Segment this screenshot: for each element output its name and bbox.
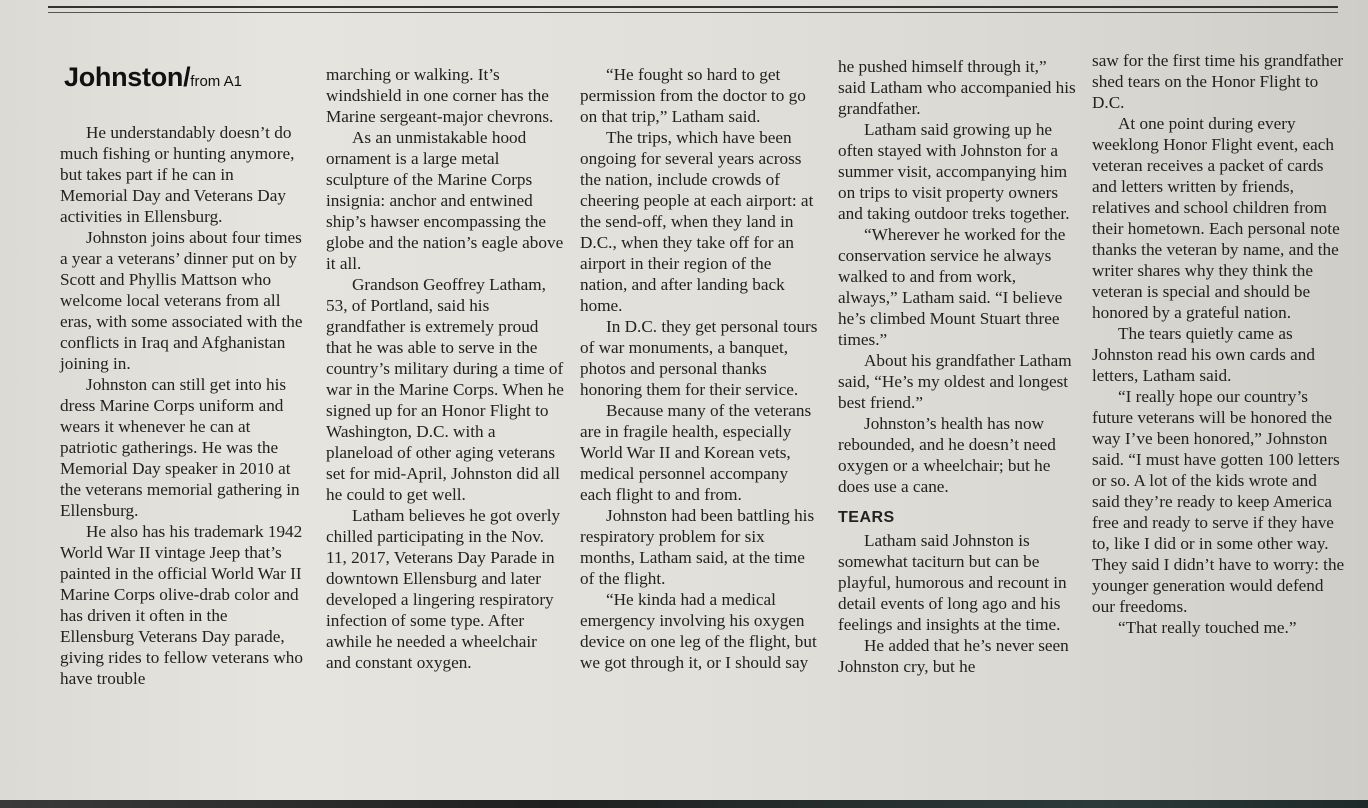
jump-headline — [64, 62, 242, 93]
paragraph: Grandson Geoffrey Latham, 53, of Portland, said his grandfather is extremely proud that he was able to serve in the country’s military during a time of war in the Marine Corps. When he signed up for an Honor Flight to Washington, D.C. with a planeload of other aging veterans set for mid-April, Johnston did all he could to get well. — [326, 275, 564, 504]
column-2 — [326, 64, 564, 673]
paragraph: At one point during every weeklong Honor Flight event, each veteran receives a packet of cards and letters written by friends, relatives and school children from their hometown. Each personal note thanks the veteran by name, and the writer shares why they think the veteran is special and should be honored by a grateful nation. — [1092, 114, 1340, 322]
paragraph: He also has his trademark 1942 World War II vintage Jeep that’s painted in the official World War II Marine Corps olive-drab color and has driven it often in the Ellensburg Veterans Day parade, giving rides to fellow veterans who have trouble — [60, 522, 303, 688]
paragraph: saw for the first time his grandfather shed tears on the Honor Flight to D.C. — [1092, 51, 1344, 112]
column-4 — [838, 56, 1078, 677]
paragraph: Latham said Johnston is somewhat taciturn but can be playful, humorous and recount in detail events of long ago and his feelings and insights at the time. — [838, 531, 1067, 634]
paragraph: Johnston joins about four times a year a veterans’ dinner put on by Scott and Phyllis Mattson who welcome local veterans from all eras, with some associated with the conflicts in Iraq and Afghanistan joining in. — [60, 228, 303, 373]
paragraph: “That really touched me.” — [1118, 618, 1297, 637]
paragraph: In D.C. they get personal tours of war monuments, a banquet, photos and personal thanks honoring them for their service. — [580, 317, 818, 399]
paragraph: he pushed himself through it,” said Latham who accompanied his grandfather. — [838, 57, 1076, 118]
paragraph: Latham said growing up he often stayed with Johnston for a summer visit, accompanying him on trips to visit property owners and taking outdoor treks together. — [838, 120, 1070, 223]
paragraph: Johnston can still get into his dress Marine Corps uniform and wears it whenever he can at patriotic gatherings. He was the Memorial Day speaker in 2010 at the veterans memorial gathering in Ellensburg. — [60, 375, 300, 520]
column-3 — [580, 64, 820, 673]
background-edge — [0, 800, 1368, 808]
headline-jump-line: from A1 — [190, 73, 242, 90]
paragraph: “He kinda had a medical emergency involving his oxygen device on one leg of the flight, but we got through it, or I should say — [580, 590, 817, 672]
paragraph: He added that he’s never seen Johnston cry, but he — [838, 636, 1069, 676]
paragraph: The trips, which have been ongoing for several years across the nation, include crowds of cheering people at each airport: at the send-off, when they land in D.C., when they take off for an airport in their region of the nation, and after landing back home. — [580, 128, 814, 315]
paragraph: Because many of the veterans are in fragile health, especially World War II and Korean vets, medical personnel accompany each flight to and from. — [580, 401, 812, 504]
column-5 — [1092, 50, 1348, 638]
paragraph: Latham believes he got overly chilled participating in the Nov. 11, 2017, Veterans Day Parade in downtown Ellensburg and later developed a lingering respiratory infection of some type. After awhile he needed a wheelchair and constant oxygen. — [326, 506, 561, 672]
headline-main: Johnston/ — [64, 62, 191, 92]
paragraph: The tears quietly came as Johnston read his own cards and letters, Latham said. — [1092, 324, 1315, 385]
column-1 — [60, 122, 304, 689]
paragraph: “Wherever he worked for the conservation service he always walked to and from work, always,” Latham said. “I believe he’s climbed Mount Stuart three times.” — [838, 225, 1066, 349]
paragraph: Johnston had been battling his respiratory problem for six months, Latham said, at the time of the flight. — [580, 506, 815, 588]
paragraph: He understandably doesn’t do much fishing or hunting anymore, but takes part if he can in Memorial Day and Veterans Day activities in Ellensburg. — [60, 123, 295, 226]
paragraph: “He fought so hard to get permission from the doctor to go on that trip,” Latham said. — [580, 65, 806, 126]
paragraph: “I really hope our country’s future veterans will be honored the way I’ve been honored,” Johnston said. “I must have gotten 100 letters or so. A lot of the kids wrote and said they’re ready to keep America free and ready to serve if they have to, like I did or in some other way. They said I didn’t have to worry: the younger generation would defend our freedoms. — [1092, 387, 1345, 616]
paragraph: As an unmistakable hood ornament is a large metal sculpture of the Marine Corps insignia: anchor and entwined ship’s hawser encompassing the globe and the nation’s eagle above it all. — [326, 128, 564, 273]
top-rule — [48, 6, 1338, 8]
paragraph: marching or walking. It’s windshield in one corner has the Marine sergeant-major chevrons. — [326, 65, 554, 126]
top-rule-thin — [48, 12, 1338, 13]
paragraph: About his grandfather Latham said, “He’s my oldest and longest best friend.” — [838, 351, 1072, 412]
paragraph: Johnston’s health has now rebounded, and he doesn’t need oxygen or a wheelchair; but he does use a cane. — [838, 414, 1056, 496]
section-subhead: TEARS — [838, 509, 895, 526]
